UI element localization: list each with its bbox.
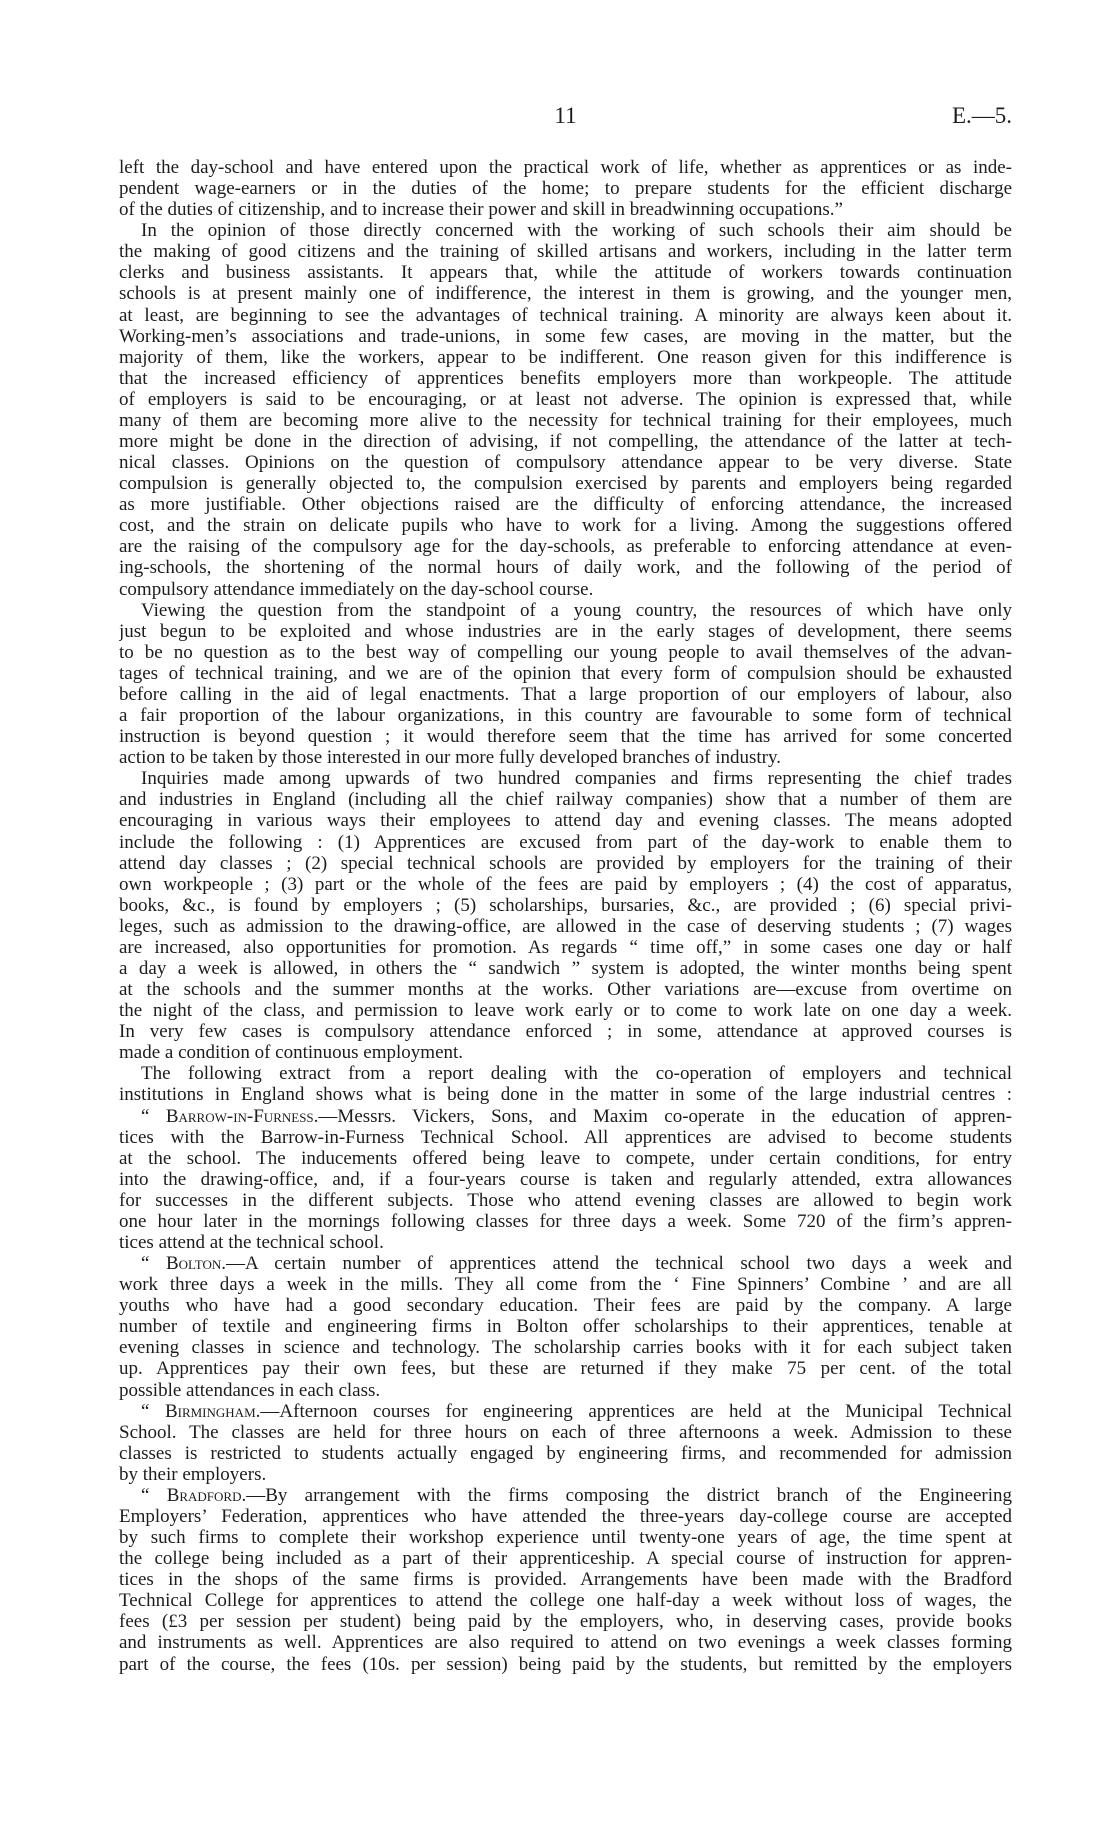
- text-line: a day a week is allowed, in others the “ sandwich ” system is adopted, the winter months being spent: [119, 957, 1012, 979]
- paragraph: [119, 1063, 1012, 1105]
- text-line: leges, such as admission to the drawing-office, are allowed in the case of deserving students ; (7) wages: [119, 915, 1012, 937]
- document-reference: E.—5.: [951, 103, 1012, 128]
- paragraph: [119, 1106, 1012, 1254]
- text-line: to be no question as to the best way of compelling our young people to avail themselves of the advan-: [119, 641, 1012, 663]
- text-line: encouraging in various ways their employees to attend day and evening classes. The means adopted: [119, 810, 1012, 832]
- text-line: The following extract from a report dealing with the co-operation of employers and technical: [141, 1063, 1012, 1085]
- text-line: into the drawing-office, and, if a four-years course is taken and regularly attended, extra allowances: [119, 1168, 1012, 1190]
- text-line: In very few cases is compulsory attendance enforced ; in some, attendance at approved courses is: [119, 1021, 1012, 1043]
- text-line: by such firms to complete their workshop experience until twenty-one years of age, the time spent at: [119, 1527, 1012, 1549]
- text-line: the making of good citizens and the training of skilled artisans and workers, including in the latter term: [119, 241, 1012, 263]
- text-line: compulsory attendance immediately on the day-school course.: [119, 578, 594, 600]
- text-line: and instruments as well. Apprentices are also required to attend on two evenings a week classes forming: [119, 1632, 1012, 1654]
- paragraph: [119, 1401, 1012, 1485]
- text-line: Technical College for apprentices to attend the college one half-day a week without loss of wages, the: [119, 1590, 1012, 1612]
- open-quote: “: [141, 1105, 150, 1127]
- text-line: tices with the Barrow-in-Furness Technical School. All apprentices are advised to become students: [119, 1126, 1012, 1148]
- text-line: work three days a week in the mills. They all come from the ‘ Fine Spinners’ Combine ’ and are all: [119, 1274, 1012, 1296]
- text-line: the college being included as a part of their apprenticeship. A special course of instruction for appren-: [119, 1548, 1012, 1570]
- text-line: are the raising of the compulsory age for the day-schools, as preferable to enforcing attendance at even-: [119, 536, 1012, 558]
- text-line: schools is at present mainly one of indifference, the interest in them is growing, and the younger men,: [119, 283, 1012, 305]
- text-line: Viewing the question from the standpoint of a young country, the resources of which have only: [141, 599, 1012, 621]
- text-line: In the opinion of those directly concerned with the working of such schools their aim should be: [141, 220, 1012, 242]
- text-line: tices in the shops of the same firms is provided. Arrangements have been made with the Bradford: [119, 1569, 1012, 1591]
- text-line: the night of the class, and permission to leave work early or to come to work late on one day a week.: [119, 1000, 1012, 1022]
- text-line: at the school. The inducements offered being leave to compete, under certain conditions, for entry: [119, 1147, 1012, 1169]
- text-line: possible attendances in each class.: [119, 1379, 381, 1401]
- text-line: [119, 1485, 1012, 1506]
- line-text: —Messrs. Vickers, Sons, and Maxim co-operate in the education of appren-: [318, 1105, 1012, 1127]
- text-line: own workpeople ; (3) part or the whole of the fees are paid by employers ; (4) the cost of apparatus,: [119, 873, 1012, 895]
- text-line: tices attend at the technical school.: [119, 1231, 384, 1253]
- text-line: compulsion is generally objected to, the compulsion exercised by parents and employers being regarded: [119, 473, 1012, 495]
- text-line: before calling in the aid of legal enactments. That a large proportion of our employers of labour, also: [119, 683, 1012, 705]
- text-line: cost, and the strain on delicate pupils who have to work for a living. Among the suggestions offered: [119, 515, 1012, 537]
- text-line: youths who have had a good secondary education. Their fees are paid by the company. A large: [119, 1295, 1012, 1317]
- paragraph: [119, 220, 1012, 599]
- text-line: at least, are beginning to see the advantages of technical training. A minority are always keen about it.: [119, 304, 1012, 326]
- text-line: Inquiries made among upwards of two hundred companies and firms representing the chief trades: [141, 768, 1012, 790]
- text-line: School. The classes are held for three hours on each of three afternoons a week. Admission to these: [119, 1421, 1012, 1443]
- text-line: evening classes in science and technology. The scholarship carries books with it for each subject taken: [119, 1337, 1012, 1359]
- text-line: include the following : (1) Apprentices are excused from part of the day-work to enable them to: [119, 831, 1012, 853]
- text-line: clerks and business assistants. It appears that, while the attitude of workers towards continuation: [119, 262, 1012, 284]
- text-line: as more justifiable. Other objections raised are the difficulty of enforcing attendance, the increased: [119, 494, 1012, 516]
- text-line: made a condition of continuous employment.: [119, 1042, 464, 1064]
- page-header: [119, 102, 1012, 130]
- text-line: just begun to be exploited and whose industries are in the early stages of development, there seems: [119, 620, 1012, 642]
- text-line: nical classes. Opinions on the question of compulsory attendance appear to be very diverse. State: [119, 452, 1012, 474]
- text-line: are increased, also opportunities for promotion. As regards “ time off,” in some cases one day or half: [119, 936, 1012, 958]
- text-line: ing-schools, the shortening of the normal hours of daily work, and the following of the period of: [119, 557, 1012, 579]
- text-line: for successes in the different subjects. Those who attend evening classes are allowed to begin work: [119, 1189, 1012, 1211]
- text-line: attend day classes ; (2) special technical schools are provided by employers for the training of their: [119, 852, 1012, 874]
- section-heading: Bolton.: [166, 1253, 227, 1275]
- page-number: 11: [554, 103, 577, 128]
- paragraph: [119, 1253, 1012, 1401]
- text-line: Employers’ Federation, apprentices who have attended the three-years day-college course are accepted: [119, 1506, 1012, 1527]
- line-text: —Afternoon courses for engineering apprentices are held at the Municipal Technical: [260, 1400, 1012, 1422]
- section-heading: Bradford.: [166, 1484, 247, 1506]
- text-line: [119, 1401, 1012, 1422]
- text-line: up. Apprentices pay their own fees, but these are returned if they make 75 per cent. of the total: [119, 1358, 1012, 1380]
- open-quote: “: [141, 1484, 150, 1506]
- text-line: more might be done in the direction of advising, if not compelling, the attendance of the latter at tech-: [119, 431, 1012, 453]
- text-line: a fair proportion of the labour organizations, in this country are favourable to some form of technical: [119, 705, 1012, 727]
- text-line: [119, 1253, 1012, 1274]
- text-line: books, &c., is found by employers ; (5) scholarships, bursaries, &c., are provided ; (6) special privi-: [119, 894, 1012, 916]
- text-line: many of them are becoming more alive to the necessity for technical training for their employees, much: [119, 409, 1012, 431]
- text-line: of the duties of citizenship, and to increase their power and skill in breadwinning occupations.”: [119, 199, 843, 221]
- text-line: [119, 1106, 1012, 1127]
- text-line: instruction is beyond question ; it would therefore seem that the time has arrived for some concerted: [119, 726, 1012, 748]
- open-quote: “: [141, 1400, 150, 1422]
- text-line: pendent wage-earners or in the duties of the home; to prepare students for the efficient discharge: [119, 178, 1012, 200]
- text-line: majority of them, like the workers, appear to be indifferent. One reason given for this indifference is: [119, 346, 1012, 368]
- line-text: —By arrangement with the firms composing the district branch of the Engineering: [246, 1484, 1012, 1506]
- text-line: that the increased efficiency of apprentices benefits employers more than workpeople. The attitude: [119, 367, 1012, 389]
- open-quote: “: [141, 1253, 150, 1275]
- paragraph: [119, 600, 1012, 769]
- text-line: Working-men’s associations and trade-unions, in some few cases, are moving in the matter, but the: [119, 325, 1012, 347]
- text-line: and industries in England (including all the chief railway companies) show that a number of them are: [119, 789, 1012, 811]
- body-text: [119, 157, 1012, 1675]
- text-line: tages of technical training, and we are of the opinion that every form of compulsion should be exhausted: [119, 662, 1012, 684]
- text-line: of employers is said to be encouraging, or at least not adverse. The opinion is expressed that, while: [119, 388, 1012, 410]
- paragraph: [119, 1485, 1012, 1675]
- text-line: action to be taken by those interested in our more fully developed branches of industry.: [119, 747, 781, 769]
- text-line: part of the course, the fees (10s. per session) being paid by the students, but remitted by the employers: [119, 1653, 1012, 1675]
- text-line: classes is restricted to students actually engaged by engineering firms, and recommended for admission: [119, 1442, 1012, 1464]
- paragraph: [119, 768, 1012, 1063]
- text-line: fees (£3 per session per student) being paid by the employers, who, in deserving cases, provide books: [119, 1611, 1012, 1633]
- paragraph: [119, 157, 1012, 220]
- line-text: —A certain number of apprentices attend the technical school two days a week and: [226, 1253, 1012, 1275]
- section-heading: Birmingham.: [164, 1400, 261, 1422]
- text-line: left the day-school and have entered upon the practical work of life, whether as apprentices or as inde-: [119, 157, 1012, 178]
- text-line: one hour later in the mornings following classes for three days a week. Some 720 of the firm’s appren-: [119, 1210, 1012, 1232]
- text-line: by their employers.: [119, 1463, 267, 1485]
- text-line: at the schools and the summer months at the works. Other variations are—excuse from overtime on: [119, 979, 1012, 1001]
- text-line: number of textile and engineering firms in Bolton offer scholarships to their apprentices, tenable at: [119, 1316, 1012, 1338]
- text-line: institutions in England shows what is being done in the matter in some of the large industrial centres :: [119, 1084, 1012, 1106]
- section-heading: Barrow-in-Furness.: [165, 1105, 319, 1127]
